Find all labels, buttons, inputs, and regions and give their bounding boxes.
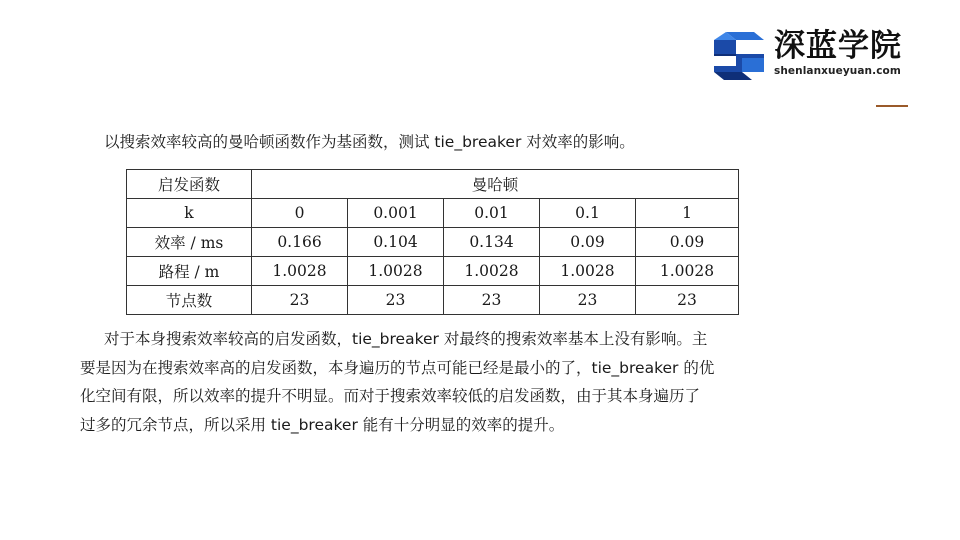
table-row — [127, 228, 739, 257]
intro-text: 以搜索效率较高的曼哈顿函数作为基函数，测试 tie_breaker 对效率的影响。 — [104, 133, 635, 151]
table-cell: 1.0028 — [636, 257, 739, 286]
table-cell: 23 — [540, 286, 636, 315]
table-cell: 0.01 — [444, 199, 540, 228]
conclusion-paragraph — [80, 325, 820, 439]
table-cell: 0.09 — [540, 228, 636, 257]
table-cell: 0.134 — [444, 228, 540, 257]
brand-name: 深蓝学院 — [774, 28, 902, 64]
paragraph-line: 过多的冗余节点，所以采用 tie_breaker 能有十分明显的效率的提升。 — [80, 415, 565, 434]
table-cell: 0.1 — [540, 199, 636, 228]
table-cell: 23 — [444, 286, 540, 315]
table-row — [127, 199, 739, 228]
brand-url: shenlanxueyuan.com — [774, 65, 901, 77]
header-value-cell: 曼哈顿 — [252, 170, 739, 199]
table-cell: 1.0028 — [444, 257, 540, 286]
table-cell: 1.0028 — [252, 257, 348, 286]
row-label-cell: 节点数 — [127, 286, 252, 315]
table-cell: 23 — [252, 286, 348, 315]
logo-mark-icon — [710, 28, 768, 84]
table-row — [127, 257, 739, 286]
paragraph-line: 化空间有限，所以效率的提升不明显。而对于搜索效率较低的启发函数，由于其本身遍历了 — [80, 387, 701, 405]
table-cell: 0.104 — [348, 228, 444, 257]
paragraph-line: 要是因为在搜索效率高的启发函数，本身遍历的节点可能已经是最小的了，tie_breaker 的优 — [80, 358, 715, 377]
table-cell: 23 — [636, 286, 739, 315]
table-cell: 1.0028 — [540, 257, 636, 286]
table-cell: 0 — [252, 199, 348, 228]
row-label-cell: k — [127, 199, 252, 228]
row-label-cell: 效率 / ms — [127, 228, 252, 257]
row-label-cell: 路程 / m — [127, 257, 252, 286]
table-cell: 0.09 — [636, 228, 739, 257]
brand-logo — [710, 24, 920, 88]
header-label-cell: 启发函数 — [127, 170, 252, 199]
results-table-wrapper — [126, 169, 738, 312]
accent-divider — [876, 105, 908, 107]
table-row — [127, 286, 739, 315]
results-table — [126, 169, 739, 315]
table-header-row — [127, 170, 739, 199]
paragraph-line: 对于本身搜索效率较高的启发函数，tie_breaker 对最终的搜索效率基本上没有影响。主 — [104, 330, 708, 348]
table-cell: 1 — [636, 199, 739, 228]
table-cell: 23 — [348, 286, 444, 315]
table-cell: 1.0028 — [348, 257, 444, 286]
table-cell: 0.001 — [348, 199, 444, 228]
table-cell: 0.166 — [252, 228, 348, 257]
